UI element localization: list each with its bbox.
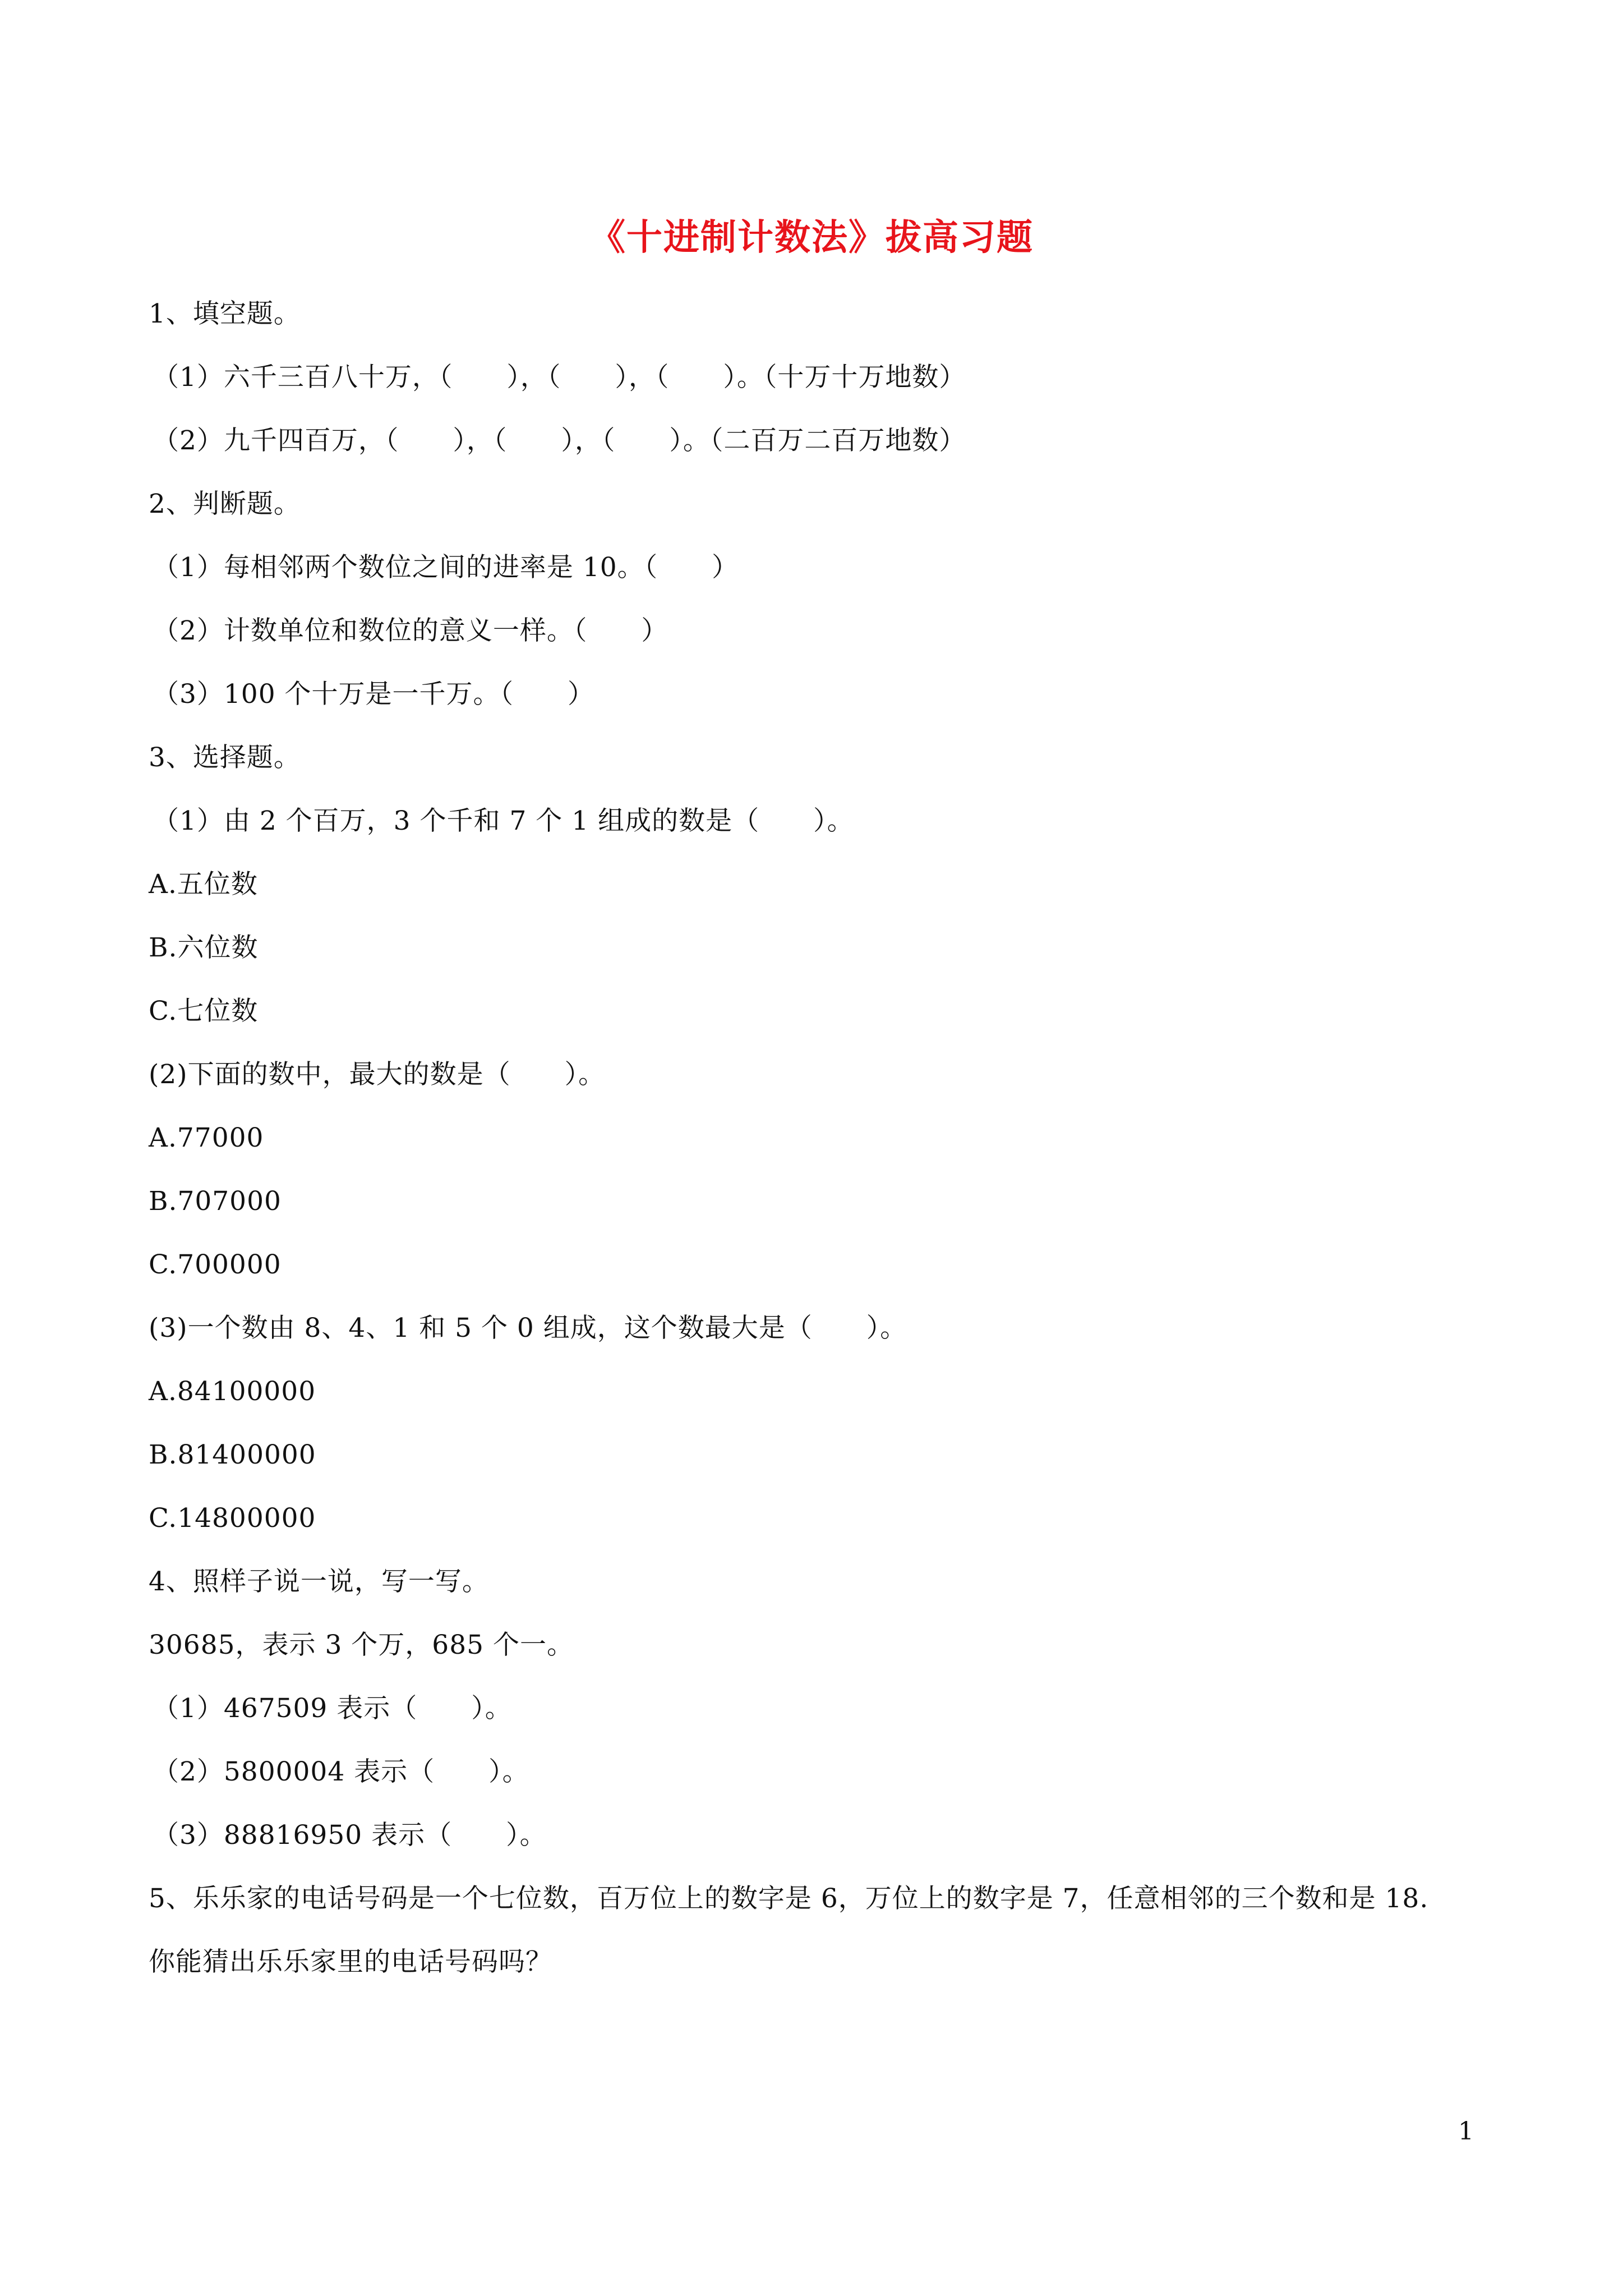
section-3-heading: 3、选择题。 [149,742,301,773]
option-3-2-a: A.77000 [149,1122,264,1153]
option-3-3-b: B.81400000 [149,1439,316,1470]
question-4-2: （2）5800004 表示（ ）。 [153,1756,529,1787]
option-3-1-c: C.七位数 [149,996,259,1027]
question-3-3: (3)一个数由 8、4、1 和 5 个 0 组成，这个数最大是（ ）。 [149,1313,907,1343]
page-number: 1 [1458,2117,1474,2146]
question-3-2: (2)下面的数中，最大的数是（ ）。 [149,1059,606,1090]
question-4-3: （3）88816950 表示（ ）。 [153,1820,547,1851]
question-3-1: （1）由 2 个百万，3 个千和 7 个 1 组成的数是（ ）。 [153,806,854,836]
question-1-2: （2）九千四百万，（ ），（ ），（ ）。（二百万二百万地数） [153,425,966,456]
option-3-1-b: B.六位数 [149,932,259,963]
question-2-3: （3）100 个十万是一千万。（ ） [153,679,595,710]
section-1-heading: 1、填空题。 [149,298,301,329]
question-2-2: （2）计数单位和数位的意义一样。（ ） [153,615,668,646]
option-3-2-b: B.707000 [149,1186,282,1217]
document-title: 《十进制计数法》拔高习题 [589,217,1034,259]
question-4-1: （1）467509 表示（ ）。 [153,1693,512,1724]
section-4-example: 30685，表示 3 个万，685 个一。 [149,1630,574,1660]
section-5-question-continued: 你能猜出乐乐家里的电话号码吗？ [149,1947,552,1977]
question-2-1: （1）每相邻两个数位之间的进率是 10。（ ） [153,552,739,583]
option-3-3-c: C.14800000 [149,1503,316,1534]
section-2-heading: 2、判断题。 [149,489,301,519]
option-3-3-a: A.84100000 [149,1376,316,1407]
section-4-heading: 4、照样子说一说，写一写。 [149,1566,489,1597]
question-1-1: （1）六千三百八十万，（ ），（ ），（ ）。（十万十万地数） [153,362,966,393]
section-5-question: 5、乐乐家的电话号码是一个七位数，百万位上的数字是 6，万位上的数字是 7，任意相邻的三个数和是 18. [149,1883,1429,1914]
option-3-1-a: A.五位数 [149,869,258,900]
option-3-2-c: C.700000 [149,1249,282,1280]
